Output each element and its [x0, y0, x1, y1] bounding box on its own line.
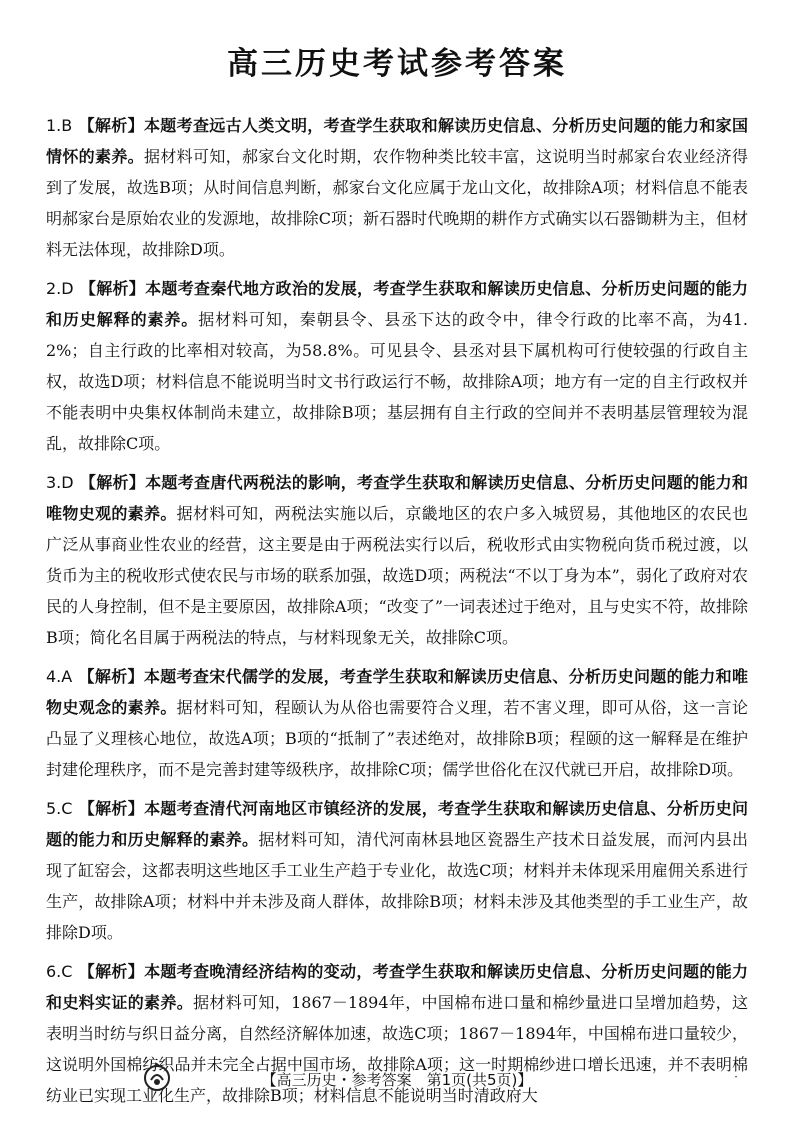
- analysis-lead: 本题考查秦代地方政治的发展，考查学生获取和解读历史信息、分析历史问题的能力和历史解释的素养。: [46, 279, 748, 329]
- answer-number: 5.C: [46, 799, 73, 818]
- analysis-text: 据材料可知，1867－1894年，中国棉布进口量和棉纱量进口呈增加趋势，这表明当时纺与织日益分离，自然经济解体加速，故选C项；1867－1894年，中国棉布进口量较少，这说明外国棉纺织品并未完全占据中国市场，故排除A项；这一时期棉纱进口增长迅速，并不表明棉纺业已实现工业化生产，故排除B项；材料信息不能说明当时清政府大: [46, 993, 748, 1105]
- analysis-text: 据材料可知，清代河南林县地区瓷器生产技术日益发展，而河内县出现了缸窑会，这都表明这些地区手工业生产趋于专业化，故选C项；材料并未体现采用雇佣关系进行生产，故排除A项；材料中并未涉及商人群体，故排除B项；材料未涉及其他类型的手工业生产，故排除D项。: [46, 830, 748, 942]
- answer-number: 4.A: [46, 667, 73, 686]
- answer-number: 3.D: [46, 473, 74, 492]
- analysis-tag: 【解析】: [78, 116, 144, 135]
- answer-item-3: [46, 467, 748, 653]
- answer-item-5: [46, 793, 748, 948]
- analysis-lead: 本题考查晚清经济结构的变动，考查学生获取和解读历史信息、分析历史问题的能力和史料实证的素养。: [46, 962, 748, 1012]
- page-footer: [0, 1064, 794, 1094]
- analysis-text: 据材料可知，两税法实施以后，京畿地区的农户多入城贸易，其他地区的农民也广泛从事商业性农业的经营，这主要是由于两税法实行以后，税收形式由实物税向货币税过渡，以货币为主的税收形式使农民与市场的联系加强，故选D项；两税法“不以丁身为本”，弱化了政府对农民的人身控制，但不是主要原因，故排除A项；“改变了”一词表述过于绝对，且与史实不符，故排除B项；简化名目属于两税法的特点，与材料现象无关，故排除C项。: [46, 504, 748, 647]
- analysis-lead: 本题考查远古人类文明，考查学生获取和解读历史信息、分析历史问题的能力和家国情怀的素养。: [46, 116, 748, 166]
- analysis-tag: 【解析】: [78, 799, 145, 818]
- analysis-text: 据材料可知，秦朝县令、县丞下达的政令中，律令行政的比率不高，为41.2%；自主行政的比率相对较高，为58.8%。可见县令、县丞对县下属机构可行使较强的行政自主权，故选D项；材料信息不能说明当时文书行政运行不畅，故排除A项；地方有一定的自主行政权并不能表明中央集权体制尚未建立，故排除B项；基层拥有自主行政的空间并不表明基层管理较为混乱，故排除C项。: [46, 310, 748, 453]
- answer-list: [46, 110, 748, 1119]
- analysis-tag: 【解析】: [78, 962, 145, 981]
- answer-number: 1.B: [46, 116, 73, 135]
- answer-item-2: [46, 273, 748, 459]
- analysis-lead: 本题考查清代河南地区市镇经济的发展，考查学生获取和解读历史信息、分析历史问题的能力和历史解释的素养。: [46, 799, 748, 849]
- answer-number: 2.D: [46, 279, 74, 298]
- analysis-text: 据材料可知，程颐认为从俗也需要符合义理，若不害义理，即可从俗，这一言论凸显了义理核心地位，故选A项；B项的“抵制了”表述绝对，故排除B项；程颐的这一解释是在维护封建伦理秩序，而不是完善封建等级秩序，故排除C项；儒学世俗化在汉代就已开启，故排除D项。: [46, 698, 748, 779]
- answer-item-4: [46, 661, 748, 785]
- answer-item-1: [46, 110, 748, 265]
- page-title: 高三历史考试参考答案: [227, 46, 567, 82]
- answer-number: 6.C: [46, 962, 73, 981]
- analysis-tag: 【解析】: [79, 279, 146, 298]
- analysis-tag: 【解析】: [78, 667, 144, 686]
- analysis-lead: 本题考查宋代儒学的发展，考查学生获取和解读历史信息、分析历史问题的能力和唯物史观念的素养。: [46, 667, 748, 717]
- corner-mark: ·: [734, 1070, 738, 1084]
- analysis-lead: 本题考查唐代两税法的影响，考查学生获取和解读历史信息、分析历史问题的能力和唯物史观的素养。: [46, 473, 748, 523]
- analysis-tag: 【解析】: [79, 473, 146, 492]
- analysis-text: 据材料可知，郝家台文化时期，农作物种类比较丰富，这说明当时郝家台农业经济得到了发展，故选B项；从时间信息判断，郝家台文化应属于龙山文化，故排除A项；材料信息不能表明郝家台是原始农业的发源地，故排除C项；新石器时代晚期的耕作方式确实以石器锄耕为主，但材料无法体现，故排除D项。: [46, 147, 748, 259]
- footer-label: 【高三历史・参考答案 第1页(共5页)】: [261, 1070, 533, 1089]
